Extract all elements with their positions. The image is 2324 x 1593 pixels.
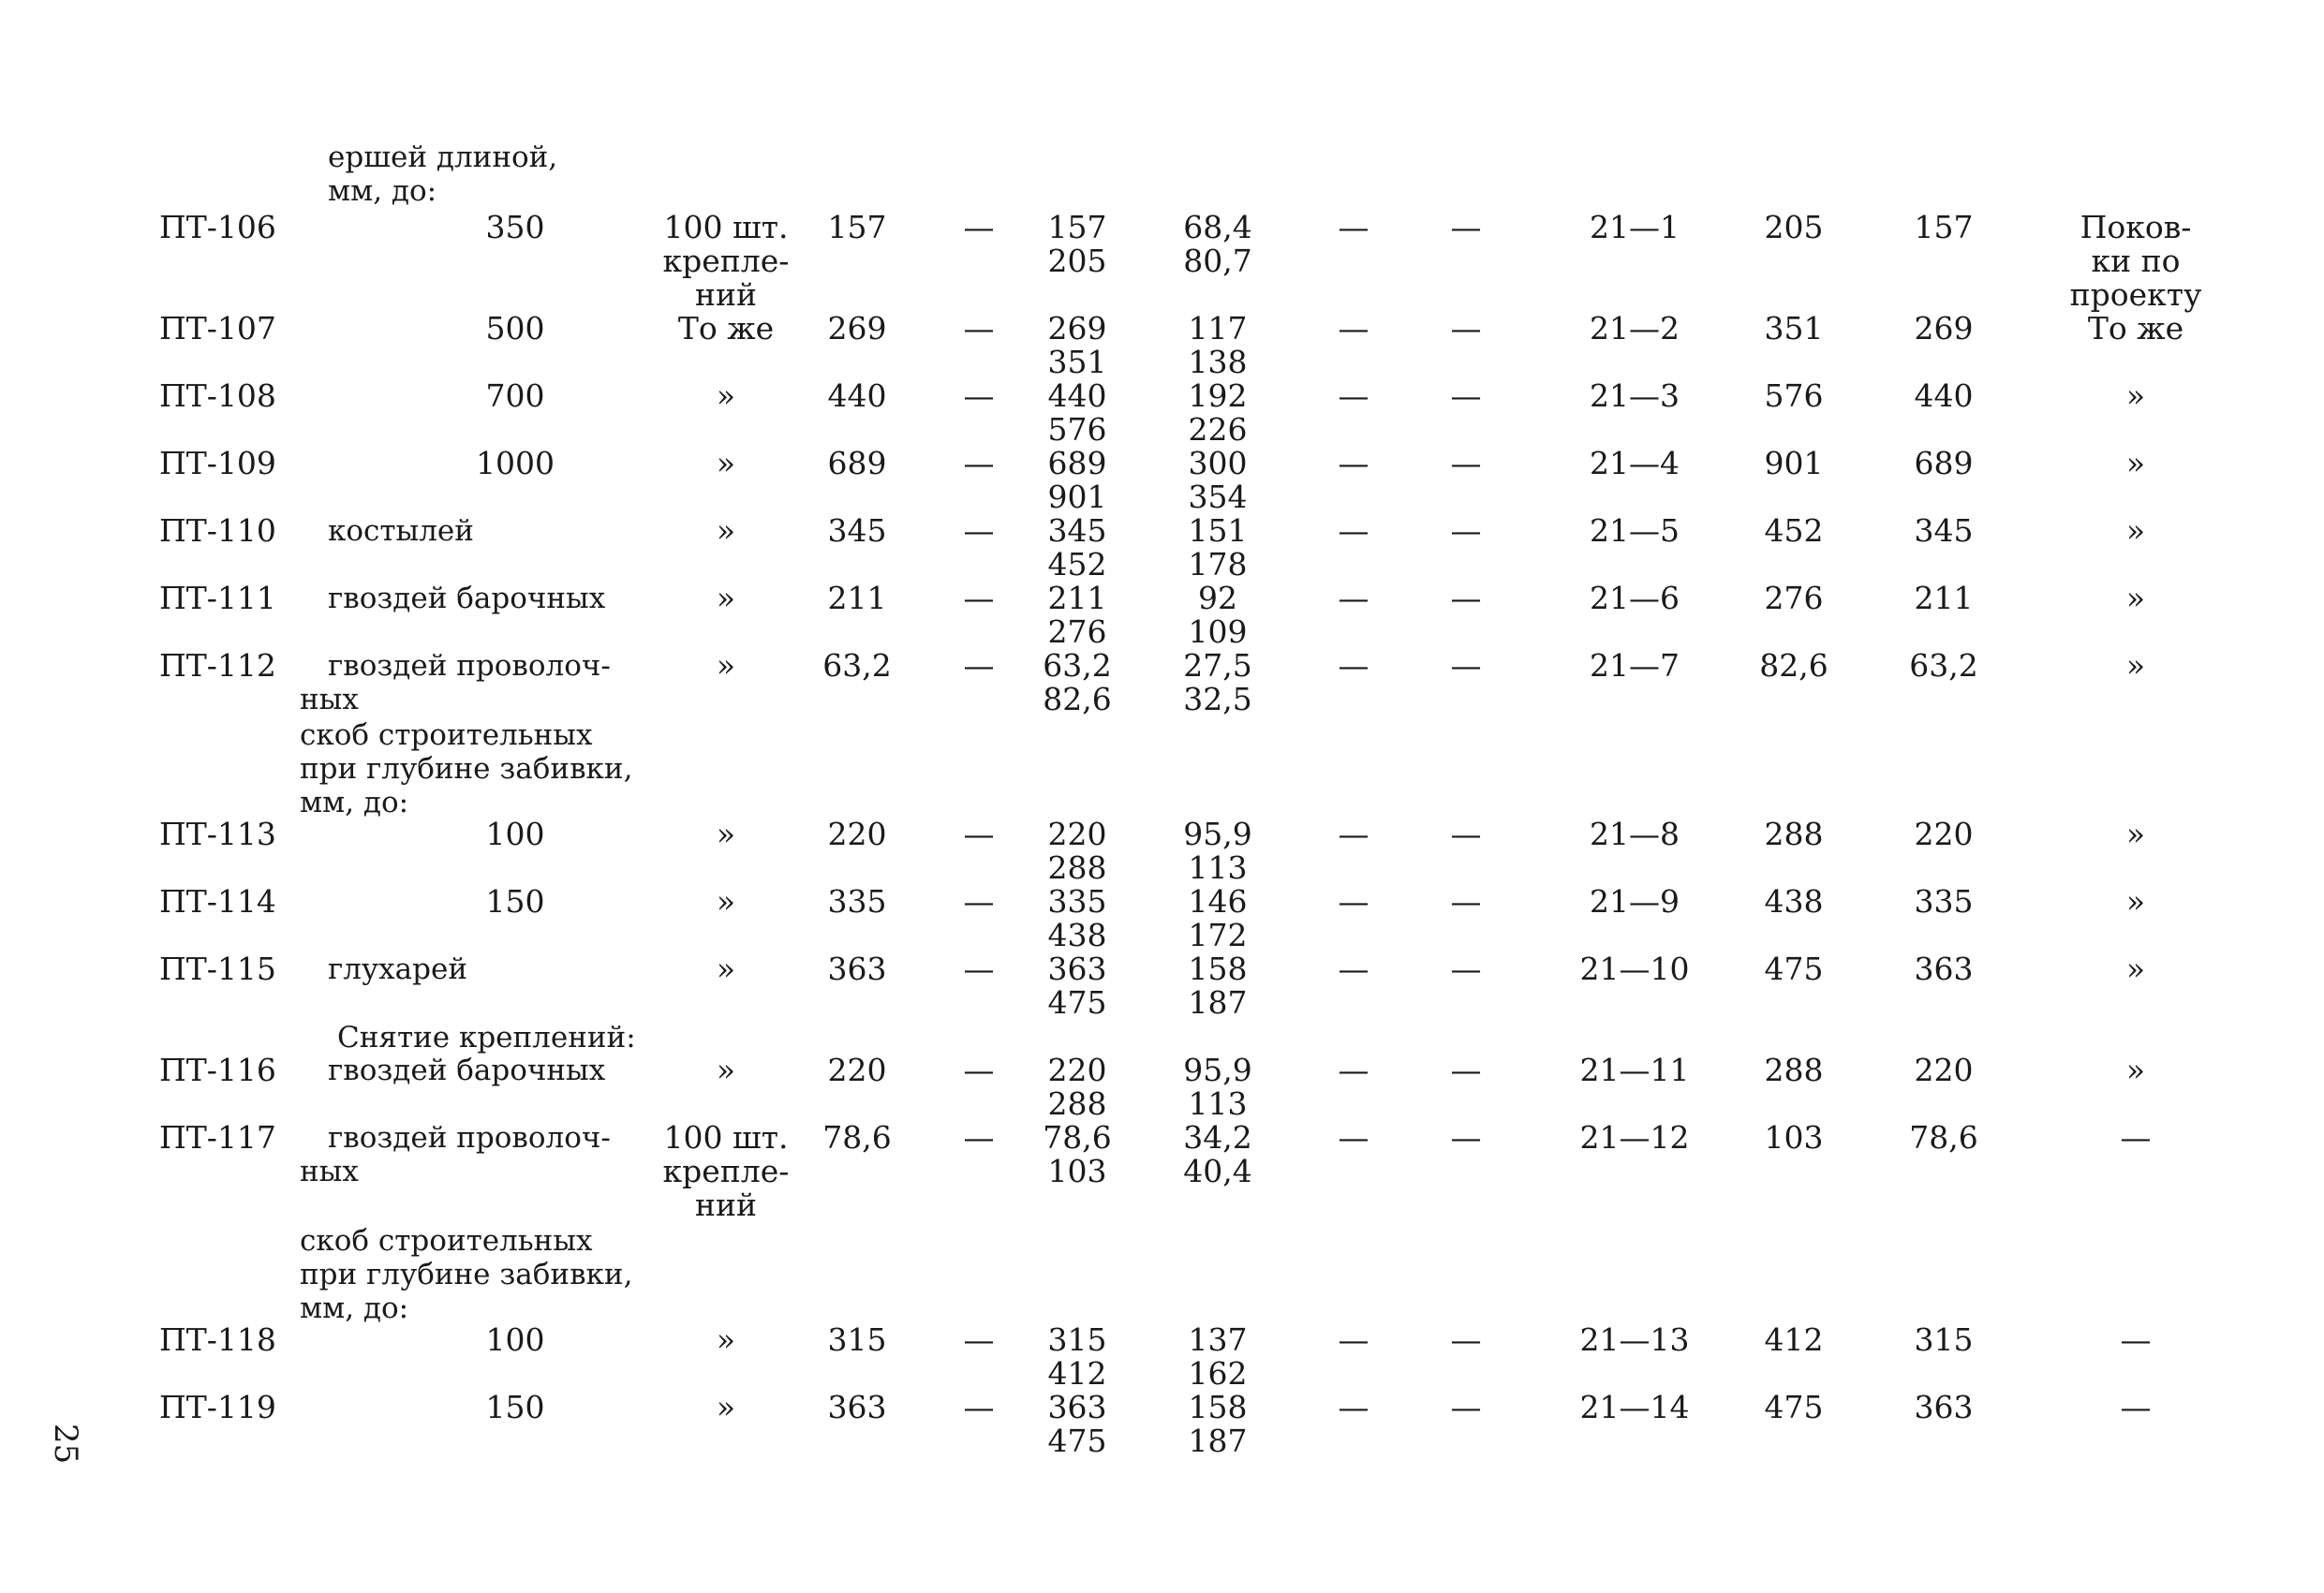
cell-c8: 157 bbox=[1914, 209, 1974, 245]
cell-c5: — bbox=[1338, 1321, 1369, 1358]
cell-c5: — bbox=[1338, 816, 1369, 852]
cell-c5: — bbox=[1338, 445, 1369, 481]
row-size: 100 bbox=[485, 816, 545, 852]
cell-note: » bbox=[2125, 580, 2146, 616]
cell-c1: 363 bbox=[827, 1389, 887, 1425]
cell-ref: 21—13 bbox=[1579, 1321, 1690, 1358]
cell-c2: — bbox=[963, 1052, 995, 1088]
cell-c1: 689 bbox=[827, 445, 887, 481]
cell-c6: — bbox=[1450, 1321, 1482, 1358]
cell-c8: 269 bbox=[1914, 310, 1974, 347]
cell-c4: 146 bbox=[1188, 883, 1248, 920]
row-unit: 100 шт. bbox=[663, 1119, 789, 1156]
cell-c4: 92 bbox=[1198, 580, 1237, 616]
cell-c4: 192 bbox=[1188, 377, 1248, 414]
cell-c4: 138 bbox=[1188, 344, 1248, 380]
cell-c2: — bbox=[963, 1321, 995, 1358]
row-code: ПТ-109 bbox=[159, 445, 276, 481]
cell-c4: 300 bbox=[1188, 445, 1248, 481]
row-code: ПТ-118 bbox=[159, 1321, 276, 1358]
cell-ref: 21—5 bbox=[1590, 512, 1680, 549]
cell-c7: 475 bbox=[1764, 1389, 1824, 1425]
cell-note: » bbox=[2125, 1052, 2146, 1088]
cell-note: » bbox=[2125, 647, 2146, 684]
cell-note: проекту bbox=[2069, 276, 2202, 313]
row-code: ПТ-117 bbox=[159, 1119, 276, 1156]
cell-c2: — bbox=[963, 445, 995, 481]
row-label: глухарей bbox=[328, 952, 467, 986]
cell-c6: — bbox=[1450, 951, 1482, 987]
cell-c4: 137 bbox=[1188, 1321, 1248, 1358]
cell-ref: 21—9 bbox=[1590, 883, 1680, 920]
cell-c3: 220 bbox=[1047, 816, 1107, 852]
cell-c1: 335 bbox=[827, 883, 887, 920]
page-number: 25 bbox=[47, 1423, 84, 1465]
cell-c7: 412 bbox=[1764, 1321, 1824, 1358]
cell-c3: 220 bbox=[1047, 1052, 1107, 1088]
cell-c8: 211 bbox=[1914, 580, 1974, 616]
cell-c4: 162 bbox=[1188, 1355, 1248, 1392]
row-code: ПТ-110 bbox=[159, 512, 276, 549]
row-unit: » bbox=[716, 512, 736, 549]
cell-c5: — bbox=[1338, 209, 1369, 245]
cell-c8: 363 bbox=[1914, 951, 1974, 987]
cell-c3: 157 bbox=[1047, 209, 1107, 245]
row-label: костылей bbox=[328, 514, 474, 548]
cell-ref: 21—11 bbox=[1579, 1052, 1690, 1088]
cell-note: То же bbox=[2087, 310, 2184, 347]
cell-c3: 82,6 bbox=[1043, 681, 1112, 717]
cell-ref: 21—1 bbox=[1590, 209, 1680, 245]
row-code: ПТ-111 bbox=[159, 580, 276, 616]
cell-c8: 689 bbox=[1914, 445, 1974, 481]
cell-c4: 68,4 bbox=[1183, 209, 1252, 245]
cell-note: Поков- bbox=[2080, 209, 2192, 245]
cell-note: » bbox=[2125, 951, 2146, 987]
cell-c5: — bbox=[1338, 647, 1369, 684]
group-heading-line: скоб строительных bbox=[300, 718, 593, 752]
cell-c4: 226 bbox=[1188, 411, 1248, 448]
row-unit: » bbox=[716, 816, 736, 852]
cell-c4: 95,9 bbox=[1183, 816, 1252, 852]
row-size: 150 bbox=[485, 883, 545, 920]
group-heading-line: при глубине забивки, bbox=[300, 1258, 633, 1291]
cell-c1: 363 bbox=[827, 951, 887, 987]
cell-c2: — bbox=[963, 1119, 995, 1156]
cell-ref: 21—4 bbox=[1590, 445, 1680, 481]
row-unit: ний bbox=[695, 1187, 757, 1223]
cell-note: — bbox=[2120, 1321, 2152, 1358]
cell-c3: 269 bbox=[1047, 310, 1107, 347]
row-label: гвоздей проволоч- bbox=[328, 1121, 611, 1155]
row-unit: крепле- bbox=[662, 1153, 790, 1189]
cell-c7: 103 bbox=[1764, 1119, 1824, 1156]
cell-note: — bbox=[2120, 1389, 2152, 1425]
cell-c6: — bbox=[1450, 580, 1482, 616]
cell-c4: 354 bbox=[1188, 479, 1248, 515]
cell-c2: — bbox=[963, 512, 995, 549]
row-unit: То же bbox=[677, 310, 775, 347]
cell-c3: 211 bbox=[1047, 580, 1107, 616]
cell-c5: — bbox=[1338, 580, 1369, 616]
cell-ref: 21—6 bbox=[1590, 580, 1680, 616]
cell-note: » bbox=[2125, 512, 2146, 549]
cell-c8: 363 bbox=[1914, 1389, 1974, 1425]
cell-c2: — bbox=[963, 1389, 995, 1425]
cell-c5: — bbox=[1338, 1389, 1369, 1425]
cell-c1: 315 bbox=[827, 1321, 887, 1358]
cell-c7: 205 bbox=[1764, 209, 1824, 245]
cell-c6: — bbox=[1450, 1052, 1482, 1088]
row-unit: » bbox=[716, 1052, 736, 1088]
row-label: гвоздей барочных bbox=[328, 582, 606, 615]
cell-c1: 220 bbox=[827, 816, 887, 852]
cell-c3: 63,2 bbox=[1043, 647, 1112, 684]
cell-c1: 269 bbox=[827, 310, 887, 347]
cell-c3: 901 bbox=[1047, 479, 1107, 515]
cell-ref: 21—7 bbox=[1590, 647, 1680, 684]
cell-c6: — bbox=[1450, 1119, 1482, 1156]
cell-c1: 345 bbox=[827, 512, 887, 549]
cell-c4: 27,5 bbox=[1183, 647, 1252, 684]
cell-c6: — bbox=[1450, 816, 1482, 852]
cell-c7: 901 bbox=[1764, 445, 1824, 481]
row-label: гвоздей проволоч- bbox=[328, 649, 611, 683]
cell-c6: — bbox=[1450, 1389, 1482, 1425]
cell-c7: 475 bbox=[1764, 951, 1824, 987]
cell-c2: — bbox=[963, 209, 995, 245]
cell-c3: 78,6 bbox=[1043, 1119, 1112, 1156]
cell-c2: — bbox=[963, 816, 995, 852]
cell-c4: 113 bbox=[1188, 849, 1248, 886]
cell-ref: 21—2 bbox=[1590, 310, 1680, 347]
cell-c7: 288 bbox=[1764, 816, 1824, 852]
cell-c3: 452 bbox=[1047, 546, 1107, 583]
row-unit: » bbox=[716, 883, 736, 920]
cell-c6: — bbox=[1450, 512, 1482, 549]
cell-c4: 32,5 bbox=[1183, 681, 1252, 717]
cell-c4: 178 bbox=[1188, 546, 1248, 583]
group-heading-line: мм, до: bbox=[300, 1291, 409, 1325]
cell-c4: 187 bbox=[1188, 984, 1248, 1021]
cell-c6: — bbox=[1450, 883, 1482, 920]
row-size: 700 bbox=[485, 377, 545, 414]
cell-c7: 82,6 bbox=[1759, 647, 1828, 684]
row-code: ПТ-115 bbox=[159, 951, 276, 987]
cell-c6: — bbox=[1450, 377, 1482, 414]
cell-c3: 689 bbox=[1047, 445, 1107, 481]
cell-note: » bbox=[2125, 445, 2146, 481]
row-unit: » bbox=[716, 445, 736, 481]
group-heading-line: мм, до: bbox=[300, 786, 409, 819]
cell-c7: 438 bbox=[1764, 883, 1824, 920]
cell-c3: 335 bbox=[1047, 883, 1107, 920]
row-code: ПТ-108 bbox=[159, 377, 276, 414]
cell-c3: 345 bbox=[1047, 512, 1107, 549]
cell-c8: 220 bbox=[1914, 1052, 1974, 1088]
cell-c5: — bbox=[1338, 377, 1369, 414]
cell-c3: 475 bbox=[1047, 984, 1107, 1021]
cell-c5: — bbox=[1338, 883, 1369, 920]
cell-c8: 315 bbox=[1914, 1321, 1974, 1358]
cell-c4: 151 bbox=[1188, 512, 1248, 549]
cell-note: ки по bbox=[2091, 243, 2181, 279]
cell-c4: 158 bbox=[1188, 1389, 1248, 1425]
cell-c3: 276 bbox=[1047, 613, 1107, 650]
cell-c4: 172 bbox=[1188, 917, 1248, 953]
cell-c6: — bbox=[1450, 647, 1482, 684]
cell-ref: 21—14 bbox=[1579, 1389, 1690, 1425]
row-code: ПТ-113 bbox=[159, 816, 276, 852]
row-unit: » bbox=[716, 580, 736, 616]
row-label-cont: ных bbox=[300, 1155, 359, 1188]
cell-c8: 220 bbox=[1914, 816, 1974, 852]
row-unit: » bbox=[716, 1389, 736, 1425]
row-code: ПТ-112 bbox=[159, 647, 276, 684]
row-size: 500 bbox=[485, 310, 545, 347]
cell-c3: 440 bbox=[1047, 377, 1107, 414]
cell-ref: 21—12 bbox=[1579, 1119, 1690, 1156]
cell-c3: 363 bbox=[1047, 951, 1107, 987]
cell-c5: — bbox=[1338, 1052, 1369, 1088]
row-label: гвоздей барочных bbox=[328, 1054, 606, 1087]
cell-c5: — bbox=[1338, 310, 1369, 347]
cell-c2: — bbox=[963, 377, 995, 414]
cell-c2: — bbox=[963, 883, 995, 920]
cell-c1: 220 bbox=[827, 1052, 887, 1088]
cell-c1: 78,6 bbox=[822, 1119, 892, 1156]
cell-ref: 21—3 bbox=[1590, 377, 1680, 414]
cell-c4: 113 bbox=[1188, 1085, 1248, 1122]
cell-ref: 21—10 bbox=[1579, 951, 1690, 987]
cell-c2: — bbox=[963, 580, 995, 616]
cell-note: » bbox=[2125, 377, 2146, 414]
cell-c3: 205 bbox=[1047, 243, 1107, 279]
cell-c3: 363 bbox=[1047, 1389, 1107, 1425]
cell-note: — bbox=[2120, 1119, 2152, 1156]
row-size: 150 bbox=[485, 1389, 545, 1425]
cell-c1: 440 bbox=[827, 377, 887, 414]
cell-c4: 34,2 bbox=[1183, 1119, 1252, 1156]
row-code: ПТ-119 bbox=[159, 1389, 276, 1425]
cell-c7: 351 bbox=[1764, 310, 1824, 347]
cell-c8: 78,6 bbox=[1909, 1119, 1978, 1156]
cell-c3: 438 bbox=[1047, 917, 1107, 953]
row-unit: » bbox=[716, 951, 736, 987]
cell-c2: — bbox=[963, 951, 995, 987]
cell-c3: 475 bbox=[1047, 1423, 1107, 1459]
row-label-cont: ных bbox=[300, 683, 359, 716]
cell-c4: 95,9 bbox=[1183, 1052, 1252, 1088]
cell-c5: — bbox=[1338, 512, 1369, 549]
row-unit: » bbox=[716, 647, 736, 684]
row-code: ПТ-106 bbox=[159, 209, 276, 245]
cell-c6: — bbox=[1450, 209, 1482, 245]
cell-note: » bbox=[2125, 883, 2146, 920]
cell-c4: 80,7 bbox=[1183, 243, 1252, 279]
row-unit: крепле- bbox=[662, 243, 790, 279]
cell-c1: 157 bbox=[827, 209, 887, 245]
cell-c2: — bbox=[963, 310, 995, 347]
group-heading-line: мм, до: bbox=[328, 174, 437, 208]
cell-c5: — bbox=[1338, 1119, 1369, 1156]
cell-c2: — bbox=[963, 647, 995, 684]
group-heading-line: при глубине забивки, bbox=[300, 752, 633, 786]
cell-c6: — bbox=[1450, 310, 1482, 347]
cell-c4: 40,4 bbox=[1183, 1153, 1252, 1189]
cell-c3: 103 bbox=[1047, 1153, 1107, 1189]
cell-c4: 187 bbox=[1188, 1423, 1248, 1459]
row-code: ПТ-116 bbox=[159, 1052, 276, 1088]
row-code: ПТ-114 bbox=[159, 883, 276, 920]
row-size: 100 bbox=[485, 1321, 545, 1358]
cell-c6: — bbox=[1450, 445, 1482, 481]
row-unit: ний bbox=[695, 276, 757, 313]
cell-c4: 158 bbox=[1188, 951, 1248, 987]
cell-c3: 288 bbox=[1047, 1085, 1107, 1122]
cell-c3: 288 bbox=[1047, 849, 1107, 886]
group-heading-line: скоб строительных bbox=[300, 1224, 593, 1258]
row-unit: 100 шт. bbox=[663, 209, 789, 245]
cell-c3: 315 bbox=[1047, 1321, 1107, 1358]
cell-c1: 63,2 bbox=[822, 647, 892, 684]
row-unit: » bbox=[716, 1321, 736, 1358]
group-heading-line: ершей длиной, bbox=[328, 140, 558, 174]
row-size: 1000 bbox=[476, 445, 555, 481]
row-unit: » bbox=[716, 377, 736, 414]
cell-c7: 288 bbox=[1764, 1052, 1824, 1088]
cell-c4: 117 bbox=[1188, 310, 1248, 347]
cell-c7: 276 bbox=[1764, 580, 1824, 616]
row-size: 350 bbox=[485, 209, 545, 245]
cell-c7: 452 bbox=[1764, 512, 1824, 549]
cell-c8: 440 bbox=[1914, 377, 1974, 414]
cell-c8: 63,2 bbox=[1909, 647, 1978, 684]
group-heading-line: Снятие креплений: bbox=[337, 1021, 636, 1055]
cell-ref: 21—8 bbox=[1590, 816, 1680, 852]
row-code: ПТ-107 bbox=[159, 310, 276, 347]
cell-c5: — bbox=[1338, 951, 1369, 987]
cell-c8: 345 bbox=[1914, 512, 1974, 549]
cell-c4: 109 bbox=[1188, 613, 1248, 650]
cell-c3: 412 bbox=[1047, 1355, 1107, 1392]
cell-c7: 576 bbox=[1764, 377, 1824, 414]
cell-c3: 351 bbox=[1047, 344, 1107, 380]
cell-note: » bbox=[2125, 816, 2146, 852]
cell-c3: 576 bbox=[1047, 411, 1107, 448]
cell-c1: 211 bbox=[827, 580, 887, 616]
cell-c8: 335 bbox=[1914, 883, 1974, 920]
